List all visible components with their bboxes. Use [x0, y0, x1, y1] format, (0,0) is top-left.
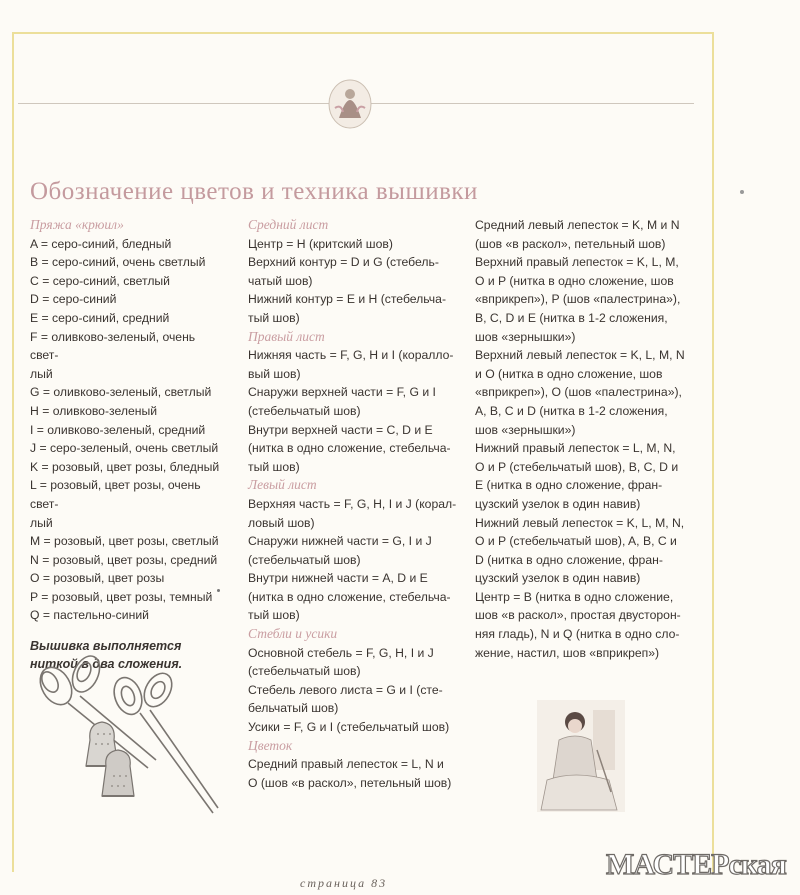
list-item: тый шов) [248, 310, 300, 325]
section-heading: Стебли и усики [248, 626, 338, 642]
page-number: страница 83 [300, 876, 388, 890]
list-item: O и P (стебельчатый шов), B, C, D и [475, 459, 679, 474]
list-item: Нижняя часть = F, G, H и I (коралло- [248, 348, 454, 363]
list-item: «вприкреп»), O (шов «палестрина»), [475, 385, 682, 400]
list-item: Внутри нижней части = A, D и E [248, 571, 428, 586]
portrait-vignette-icon [537, 700, 625, 812]
speck [740, 190, 744, 194]
list-item: J = серо-зеленый, очень светлый [30, 441, 219, 456]
list-item: (нитка в одно сложение, стебельча- [248, 589, 451, 604]
list-item: P = розовый, цвет розы, темный [30, 589, 213, 604]
list-item: O и P (стебельчатый шов), A, B, C и [475, 534, 677, 549]
list-item: жение, настил, шов «вприкреп») [475, 645, 660, 660]
yarn-legend-column [30, 216, 226, 673]
list-item: A = серо-синий, бледный [30, 236, 172, 251]
list-item: шов «в раскол», простая двусторон- [475, 608, 681, 623]
list-item: B = серо-синий, очень светлый [30, 255, 206, 270]
leaf-stitch-column [248, 216, 470, 792]
list-item: Центр = H (критский шов) [248, 236, 393, 251]
list-item: Стебель левого листа = G и I (сте- [248, 682, 443, 697]
list-item: N = розовый, цвет розы, средний [30, 552, 218, 567]
svg-text:МАСТЕРская: МАСТЕРская [606, 848, 786, 881]
list-item: O = розовый, цвет розы [30, 571, 165, 586]
section-heading: Левый лист [248, 477, 317, 493]
flower-stitch-column [475, 216, 687, 662]
list-item: Усики = F, G и I (стебельчатый шов) [248, 720, 450, 735]
list-item: шов «зернышки») [475, 422, 576, 437]
list-item: тый шов) [248, 608, 300, 623]
list-item: D = серо-синий [30, 292, 117, 307]
list-item: ловый шов) [248, 515, 315, 530]
list-item: Снаружи нижней части = G, I и J [248, 534, 432, 549]
list-item: цузский узелок в один навив) [475, 571, 641, 586]
list-item: Основной стебель = F, G, H, I и J [248, 645, 434, 660]
section-heading: Средний лист [248, 217, 329, 232]
list-item: тый шов) [248, 459, 300, 474]
list-item: бельчатый шов) [248, 701, 339, 716]
vignette-medallion-icon [327, 78, 373, 130]
list-item: (стебельчатый шов) [248, 403, 361, 418]
list-item: O (шов «в раскол», петельный шов) [248, 775, 452, 790]
list-item: «вприкреп»), P (шов «палестрина»), [475, 292, 681, 307]
list-item: (шов «в раскол», петельный шов) [475, 236, 666, 251]
list-item: Верхний правый лепесток = K, L, M, [475, 255, 679, 270]
list-item: Средний левый лепесток = K, M и N [475, 218, 680, 232]
list-item: Верхний контур = D и G (стебель- [248, 255, 439, 270]
list-item: (стебельчатый шов) [248, 664, 361, 679]
list-item: шов «зернышки») [475, 329, 576, 344]
list-item: Средний правый лепесток = L, N и [248, 757, 444, 772]
list-item: M = розовый, цвет розы, светлый [30, 534, 219, 549]
list-item: (нитка в одно сложение, стебельча- [248, 441, 451, 456]
list-item: E = серо-синий, средний [30, 310, 170, 325]
list-item: лый [30, 366, 53, 381]
list-item: C = серо-синий, светлый [30, 273, 170, 288]
list-item: Нижний контур = E и H (стебельча- [248, 292, 446, 307]
list-item: D (нитка в одно сложение, фран- [475, 552, 663, 567]
list-item: O и P (нитка в одно сложение, шов [475, 273, 674, 288]
watermark-logo-icon [602, 838, 794, 890]
list-item: Внутри верхней части = C, D и E [248, 422, 433, 437]
list-item: лый [30, 515, 53, 530]
list-item: Центр = B (нитка в одно сложение, [475, 589, 674, 604]
list-item: Q = пастельно-синий [30, 608, 149, 623]
list-item: H = оливково-зеленый [30, 403, 158, 418]
note-line: Вышивка выполняется [30, 639, 182, 654]
list-item: Снаружи верхней части = F, G и I [248, 385, 436, 400]
speck [217, 589, 220, 592]
list-item: Верхняя часть = F, G, H, I и J (корал- [248, 496, 457, 511]
list-item: цузский узелок в один навив) [475, 496, 641, 511]
list-item: Нижний правый лепесток = L, M, N, [475, 441, 676, 456]
list-item: чатый шов) [248, 273, 313, 288]
list-item: няя гладь), N и Q (нитка в одно сло- [475, 627, 680, 642]
section-heading: Правый лист [248, 328, 325, 344]
list-item: I = оливково-зеленый, средний [30, 422, 206, 437]
list-item: A, B, C и D (нитка в 1-2 сложения, [475, 403, 668, 418]
scissors-thimbles-illustration-icon [18, 648, 228, 818]
list-item: F = оливково-зеленый, очень свет- [30, 329, 196, 363]
list-item: L = розовый, цвет розы, очень свет- [30, 478, 201, 511]
list-item: вый шов) [248, 366, 301, 381]
list-item: и O (нитка в одно сложение, шов [475, 366, 663, 381]
page-title: Обозначение цветов и техника вышивки [30, 178, 478, 205]
note-line: ниткой в два сложения. [30, 657, 183, 672]
list-item: Нижний левый лепесток = K, L, M, N, [475, 515, 685, 530]
yarn-heading: Пряжа «крюил» [30, 217, 124, 232]
list-item: (стебельчатый шов) [248, 552, 361, 567]
section-heading: Цветок [248, 737, 293, 753]
list-item: B, C, D и E (нитка в 1-2 сложения, [475, 310, 668, 325]
list-item: Верхний левый лепесток = K, L, M, N [475, 348, 685, 363]
list-item: K = розовый, цвет розы, бледный [30, 459, 220, 474]
list-item: E (нитка в одно сложение, фран- [475, 478, 663, 493]
list-item: G = оливково-зеленый, светлый [30, 385, 212, 400]
